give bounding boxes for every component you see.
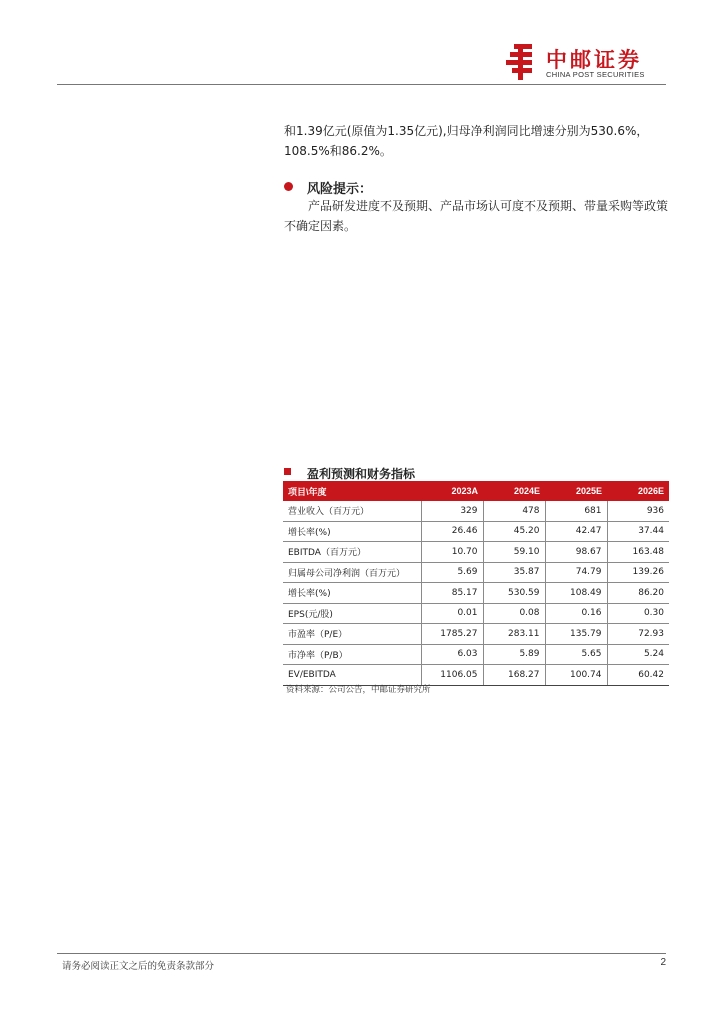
table-cell: 45.20: [483, 521, 545, 542]
table-cell: 168.27: [483, 665, 545, 686]
table-cell: 5.69: [421, 562, 483, 583]
square-bullet-icon: [284, 468, 291, 475]
table-row: [283, 562, 669, 583]
risk-heading: 风险提示：: [307, 182, 373, 197]
table-cell: 60.42: [607, 665, 669, 686]
table-cell: 0.01: [421, 603, 483, 624]
row-label: 增长率(%): [283, 583, 421, 604]
table-cell: 26.46: [421, 521, 483, 542]
table-cell: 5.24: [607, 644, 669, 665]
row-label: EV/EBITDA: [283, 665, 421, 686]
column-header: 2025E: [545, 481, 607, 501]
row-label: 市净率（P/B）: [283, 644, 421, 665]
table-cell: 98.67: [545, 542, 607, 563]
table-cell: 108.49: [545, 583, 607, 604]
table-cell: 42.47: [545, 521, 607, 542]
table-row: [283, 644, 669, 665]
footer-divider: [57, 953, 666, 954]
table-cell: 0.16: [545, 603, 607, 624]
table-cell: 74.79: [545, 562, 607, 583]
risk-paragraph: 产品研发进度不及预期、产品市场认可度不及预期、带量采购等政策不确定因素。: [284, 199, 669, 233]
table-cell: 283.11: [483, 624, 545, 645]
table-row: [283, 603, 669, 624]
table-cell: 35.87: [483, 562, 545, 583]
brand-logo: [506, 44, 666, 80]
row-label: 营业收入（百万元）: [283, 501, 421, 521]
column-header: 2024E: [483, 481, 545, 501]
table-cell: 5.65: [545, 644, 607, 665]
table-row: [283, 521, 669, 542]
table-cell: 10.70: [421, 542, 483, 563]
brand-name-cn: 中邮证券: [546, 48, 642, 72]
table-source-note: 资料来源：公司公告，中邮证券研究所: [286, 685, 431, 695]
table-row: [283, 542, 669, 563]
table-cell: 72.93: [607, 624, 669, 645]
footer-disclaimer: 请务必阅读正文之后的免责条款部分: [62, 961, 215, 972]
table-header-row: [283, 481, 669, 501]
row-label: 增长率(%): [283, 521, 421, 542]
table-cell: 6.03: [421, 644, 483, 665]
table-cell: 0.08: [483, 603, 545, 624]
table-title: 盈利预测和财务指标: [307, 467, 416, 481]
table-cell: 681: [545, 501, 607, 521]
table-cell: 86.20: [607, 583, 669, 604]
table-cell: 5.89: [483, 644, 545, 665]
china-post-logo-icon: [506, 44, 536, 80]
brand-name-en: CHINA POST SECURITIES: [546, 70, 645, 79]
column-header: 2023A: [421, 481, 483, 501]
page-number: 2: [660, 957, 666, 968]
financial-forecast-table: [283, 481, 669, 686]
header-divider: [57, 84, 666, 85]
table-cell: 936: [607, 501, 669, 521]
table-cell: 163.48: [607, 542, 669, 563]
table-row: [283, 624, 669, 645]
table-cell: 100.74: [545, 665, 607, 686]
row-label: EBITDA（百万元）: [283, 542, 421, 563]
column-header: 2026E: [607, 481, 669, 501]
row-label: 归属母公司净利润（百万元）: [283, 562, 421, 583]
table-row: [283, 501, 669, 521]
table-cell: 139.26: [607, 562, 669, 583]
forecast-paragraph: 和1.39亿元(原值为1.35亿元),归母净利润同比增速分别为530.6%，108.5%和86.2%。: [284, 124, 649, 158]
table-row: [283, 665, 669, 686]
column-header: 项目\年度: [283, 481, 421, 501]
table-cell: 59.10: [483, 542, 545, 563]
bullet-dot-icon: [284, 182, 293, 191]
table-cell: 0.30: [607, 603, 669, 624]
table-row: [283, 583, 669, 604]
row-label: 市盈率（P/E）: [283, 624, 421, 645]
table-cell: 37.44: [607, 521, 669, 542]
table-cell: 478: [483, 501, 545, 521]
table-cell: 1785.27: [421, 624, 483, 645]
table-cell: 1106.05: [421, 665, 483, 686]
row-label: EPS(元/股): [283, 603, 421, 624]
table-cell: 135.79: [545, 624, 607, 645]
table-cell: 85.17: [421, 583, 483, 604]
table-cell: 530.59: [483, 583, 545, 604]
table-cell: 329: [421, 501, 483, 521]
